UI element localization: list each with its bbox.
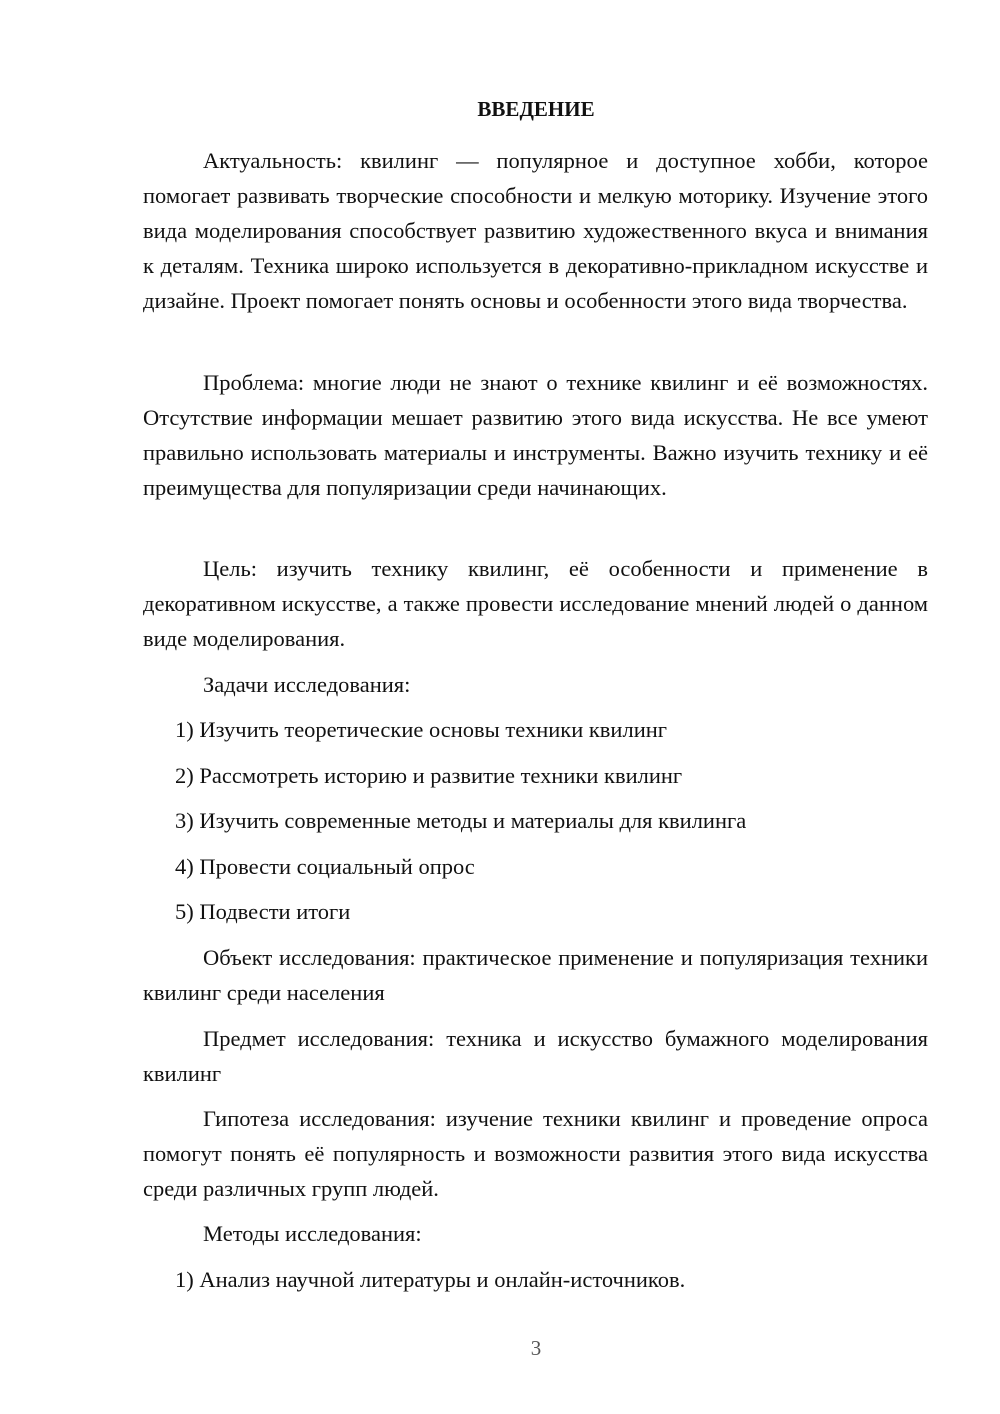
goal-paragraph: Цель: изучить технику квилинг, её особенности и применение в декоративном искусстве, а также провести исследование мнений людей о данном виде моделирования. <box>143 556 928 651</box>
problem-paragraph: Проблема: многие люди не знают о технике квилинг и её возможностях. Отсутствие информации мешает развитию этого вида искусства. Не все умеют правильно использовать материалы и инструменты. Важно изучить технику и её преимущества для популяризации среди начинающих. <box>143 370 928 500</box>
task-item: 5) Подвести итоги <box>175 899 351 924</box>
section-title: ВВЕДЕНИЕ <box>477 97 595 121</box>
hypothesis-paragraph: Гипотеза исследования: изучение техники квилинг и проведение опроса помогут понять её популярность и возможности развития этого вида искусства среди различных групп людей. <box>143 1106 928 1201</box>
page-number: 3 <box>530 1336 542 1360</box>
object-paragraph: Объект исследования: практическое применение и популяризация техники квилинг среди населения <box>143 945 928 1005</box>
method-item: 1) Анализ научной литературы и онлайн-источников. <box>175 1267 686 1292</box>
task-item: 1) Изучить теоретические основы техники квилинг <box>175 717 668 742</box>
tasks-heading: Задачи исследования: <box>203 672 411 697</box>
relevance-paragraph: Актуальность: квилинг — популярное и доступное хобби, которое помогает развивать творческие способности и мелкую моторику. Изучение этого вида моделирования способствует развитию художественного вкуса и внимания к деталям. Техника широко используется в декоративно-прикладном искусстве и дизайне. Проект помогает понять основы и особенности этого вида творчества. <box>143 148 928 313</box>
task-item: 2) Рассмотреть историю и развитие техники квилинг <box>175 763 683 788</box>
task-item: 4) Провести социальный опрос <box>175 854 475 879</box>
task-item: 3) Изучить современные методы и материалы для квилинга <box>175 808 747 833</box>
methods-heading: Методы исследования: <box>203 1221 422 1246</box>
subject-paragraph: Предмет исследования: техника и искусство бумажного моделирования квилинг <box>143 1026 928 1086</box>
